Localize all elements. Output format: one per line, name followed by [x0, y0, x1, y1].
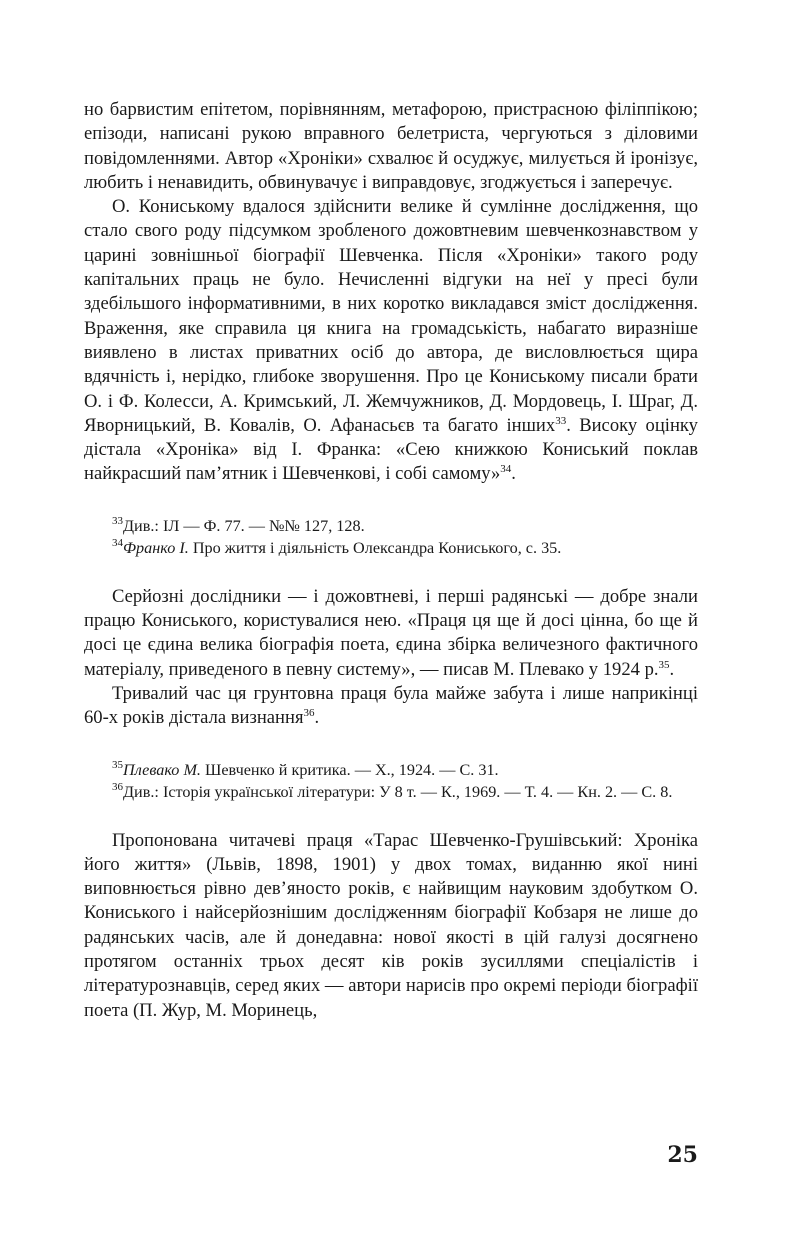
- paragraph-5: Пропонована читачеві праця «Тарас Шевченко-Грушівський: Хроніка його життя» (Львів, 1898, 1901) у двох томах, виданню якої нині виповнюється рівно дев’яносто років, є найвищим науковим здобутком О. Кониського і найсерйознішим дослідженням біографії Кобзаря не лише до радянських часів, але й донедавна: нової якості в цій галузі досягнено протягом останніх трьох десят ків років зусиллями спеціалістів і літературознавців, серед яких — автори нарисів про окремі періоди біографії поета (П. Жур, М. Моринець,: [84, 829, 698, 1021]
- footnote-33: $^{33}$Див.: ІЛ — Ф. 77. — №№ 127, 128.: [112, 514, 365, 535]
- footnote-35: $^{35}$Плевако М. Шевченко й критика. — Х., 1924. — С. 31.: [112, 758, 499, 779]
- footnotes-block-2: [84, 759, 698, 803]
- footnotes-block-1: [84, 515, 698, 559]
- footnote-ref-36[interactable]: 36: [303, 707, 315, 720]
- paragraph-4: Тривалий час ця грунтовна праця була майже забута і лише наприкінці 60-х років дістала визнання$^{36}$.: [84, 682, 698, 729]
- footnote-ref-34[interactable]: 34: [500, 463, 512, 476]
- footnote-ref-33[interactable]: 33: [555, 414, 567, 427]
- page-body: [84, 98, 698, 1023]
- paragraph-3: Серйозні дослідники — і дожовтневі, і перші радянські — добре знали працю Кониського, користувалися нею. «Праця ця ще й досі цінна, бо ще й досі це єдина велика біографія поета, єдина збірка величезного фактичного матеріалу, приведеного в певну систему», — писав М. Плевако у 1924 р.$^{35}$.: [84, 585, 698, 680]
- footnote-36: $^{36}$Див.: Історія української літератури: У 8 т. — К., 1969. — Т. 4. — Кн. 2. — С. 8.: [112, 780, 673, 801]
- paragraph-1: но барвистим епітетом, порівнянням, метафорою, пристрасною філіппікою; епізоди, написані рукою вправного белетриста, чергуються з діловими повідомленнями. Автор «Хроніки» схвалює й осуджує, милується й іронізує, любить і ненавидить, обвинувачує і виправдовує, згоджується і заперечує.: [84, 99, 698, 193]
- paragraph-2: О. Кониському вдалося здійснити велике й сумлінне дослідження, що стало свого роду підсумком зробленого дожовтневим шевченкознавством у царині зовнішньої біографії Шевченка. Після «Хроніки» такого роду капітальних праць не було. Нечисленні відгуки на неї у пресі були здебільшого інформативними, в них коротко викладався зміст дослідження. Враження, яке справила ця книга на громадськість, набагато виразніше виявлено в листах приватних осіб до автора, де висловлюється щира вдячність і, нерідко, глибоке зворушення. Про це Кониському писали брати О. і Ф. Колесси, А. Кримський, Л. Жемчужников, Д. Мордовець, І. Шраг, Д. Яворницький, В. Ковалів, О. Афанасьєв та багато інших$^{33}$. Високу оцінку дістала «Хроніка» від І. Франка: «Сею книжкою Кониський поклав найкрасший пам’ятник і Шевченкові, і собі самому»$^{34}$.: [84, 196, 698, 485]
- page-number: 25: [667, 1142, 698, 1168]
- footnote-34: $^{34}$Франко І. Про життя і діяльність Олександра Кониського, с. 35.: [112, 536, 562, 557]
- footnote-ref-35[interactable]: 35: [658, 658, 670, 671]
